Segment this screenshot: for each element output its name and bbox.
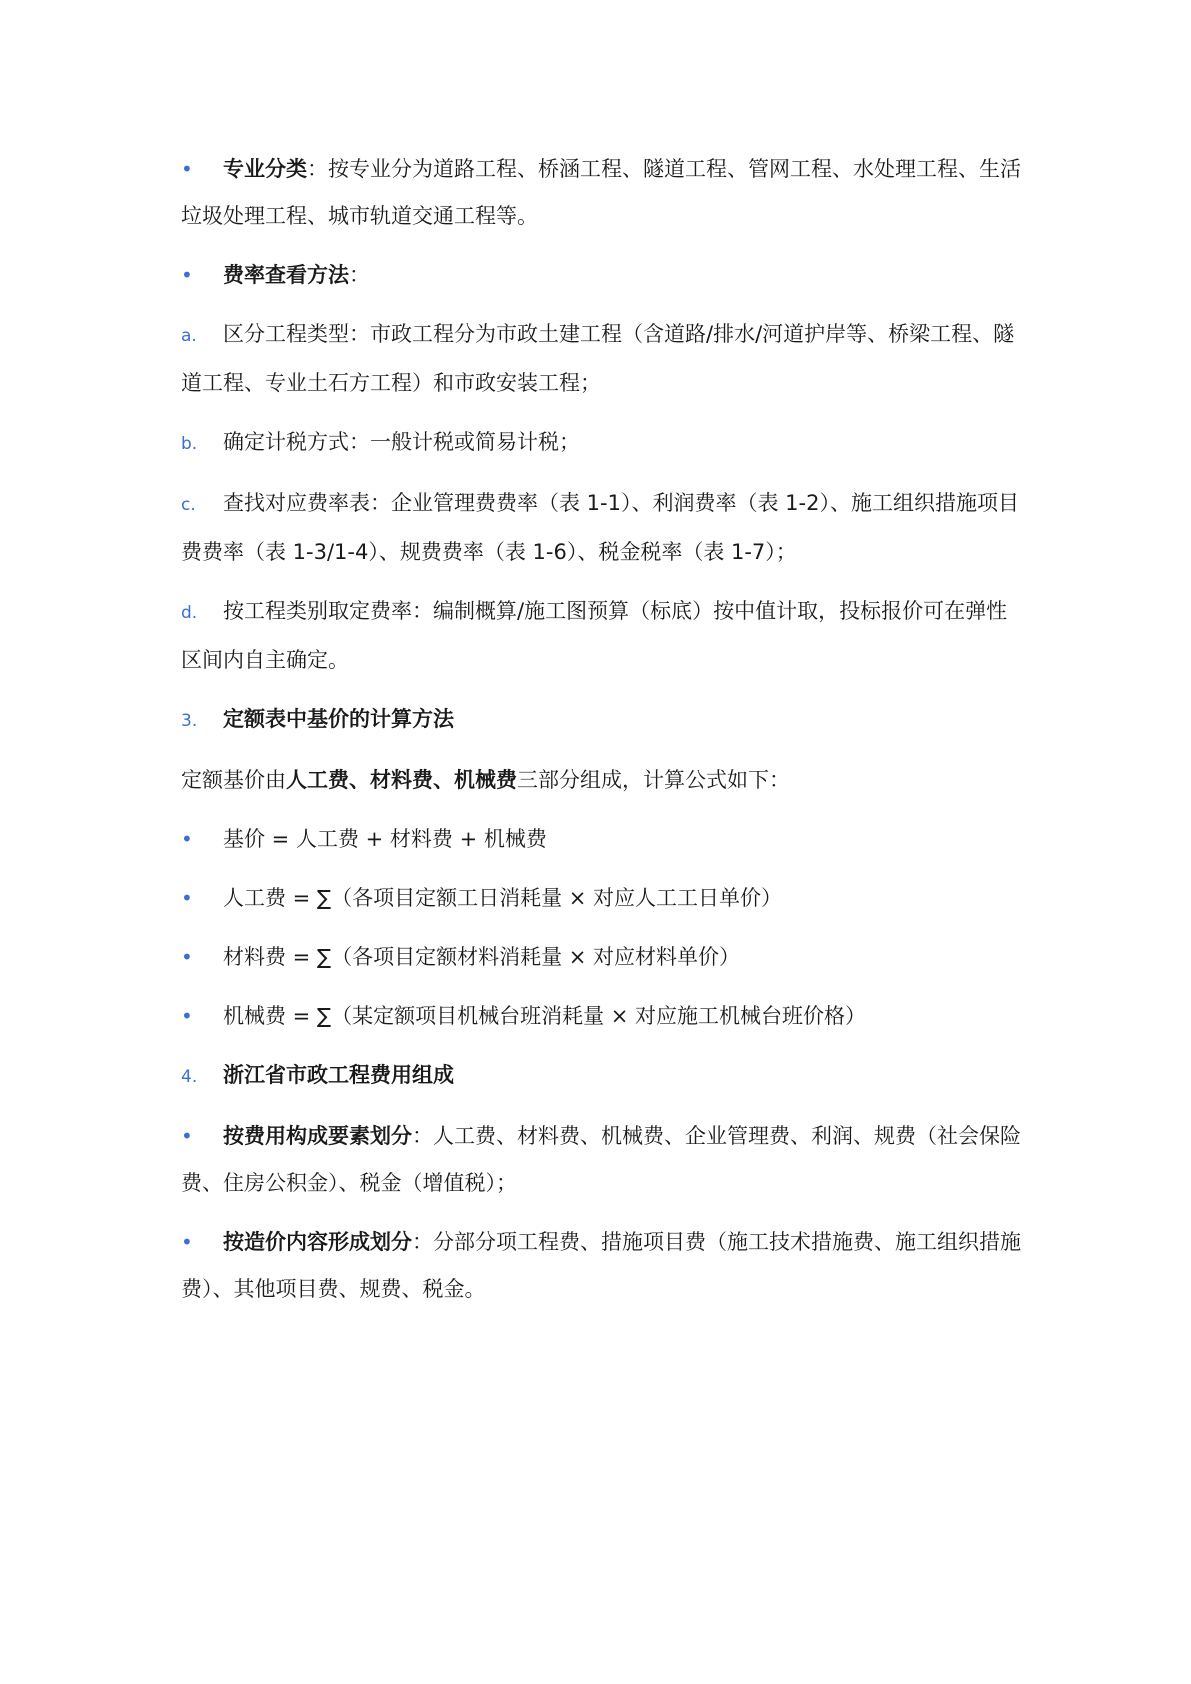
paragraph-text: ：人工费、材料费、机械费、企业管理费、利润、规费（社会保险费、住房公积金）、税金（增值税）； xyxy=(181,1124,1021,1195)
paragraph-cost-content xyxy=(181,1219,1021,1313)
paragraph-text: 定额基价由 xyxy=(181,768,286,792)
paragraph-base-price-intro xyxy=(181,757,1021,804)
formula-text: 人工费 = ∑（各项目定额工日消耗量 × 对应人工工日单价） xyxy=(223,886,783,910)
list-item-c xyxy=(181,480,1021,576)
bold-term: 费率查看方法 xyxy=(223,263,349,287)
paragraph-rate-method xyxy=(181,252,1021,299)
paragraph-text: ： xyxy=(349,263,370,287)
paragraph-text: ：按专业分为道路工程、桥涵工程、隧道工程、管网工程、水处理工程、生活垃圾处理工程、城市轨道交通工程等。 xyxy=(181,157,1021,228)
section-number: 3. xyxy=(181,711,198,731)
bold-term: 人工费、材料费、机械费 xyxy=(286,768,517,792)
section-title: 浙江省市政工程费用组成 xyxy=(223,1063,454,1087)
bullet-marker: • xyxy=(181,1124,193,1148)
section-heading-3 xyxy=(181,696,1021,745)
paragraph-cost-elements xyxy=(181,1113,1021,1207)
paragraph-text: 按工程类别取定费率：编制概算/施工图预算（标底）按中值计取，投标报价可在弹性区间内自主确定。 xyxy=(181,599,1008,672)
paragraph-text: ：分部分项工程费、措施项目费（施工技术措施费、施工组织措施费）、其他项目费、规费、税金。 xyxy=(181,1230,1021,1301)
section-title: 定额表中基价的计算方法 xyxy=(223,707,454,731)
bullet-marker: • xyxy=(181,1230,193,1254)
bold-term: 专业分类 xyxy=(223,157,307,181)
list-marker: b. xyxy=(181,434,198,454)
document-body xyxy=(181,146,1021,1325)
formula-material-cost xyxy=(181,934,1021,981)
list-marker: c. xyxy=(181,495,196,515)
formula-machinery-cost xyxy=(181,993,1021,1040)
formula-text: 机械费 = ∑（某定额项目机械台班消耗量 × 对应施工机械台班价格） xyxy=(223,1004,867,1028)
paragraph-text: 查找对应费率表：企业管理费费率（表 1-1）、利润费率（表 1-2）、施工组织措施项目费费率（表 1-3/1-4）、规费费率（表 1-6）、税金税率（表 1-7）； xyxy=(181,491,1019,564)
paragraph-major-classification xyxy=(181,146,1021,240)
formula-text: 基价 = 人工费 + 材料费 + 机械费 xyxy=(223,827,547,851)
bold-term: 按造价内容形成划分 xyxy=(223,1230,412,1254)
bullet-marker: • xyxy=(181,827,193,851)
list-marker: a. xyxy=(181,326,197,346)
section-heading-4 xyxy=(181,1052,1021,1101)
bold-term: 按费用构成要素划分 xyxy=(223,1124,412,1148)
paragraph-text: 确定计税方式：一般计税或简易计税； xyxy=(223,430,580,454)
formula-text: 材料费 = ∑（各项目定额材料消耗量 × 对应材料单价） xyxy=(223,945,741,969)
formula-base-price xyxy=(181,816,1021,863)
paragraph-text: 三部分组成，计算公式如下： xyxy=(517,768,790,792)
list-item-a xyxy=(181,311,1021,407)
list-marker: d. xyxy=(181,603,198,623)
bullet-marker: • xyxy=(181,886,193,910)
bullet-marker: • xyxy=(181,945,193,969)
paragraph-text: 区分工程类型：市政工程分为市政土建工程（含道路/排水/河道护岸等、桥梁工程、隧道工程、专业土石方工程）和市政安装工程； xyxy=(181,322,1015,395)
bullet-marker: • xyxy=(181,157,193,181)
section-number: 4. xyxy=(181,1067,198,1087)
bullet-marker: • xyxy=(181,263,193,287)
list-item-b xyxy=(181,419,1021,468)
list-item-d xyxy=(181,588,1021,684)
formula-labor-cost xyxy=(181,875,1021,922)
bullet-marker: • xyxy=(181,1004,193,1028)
